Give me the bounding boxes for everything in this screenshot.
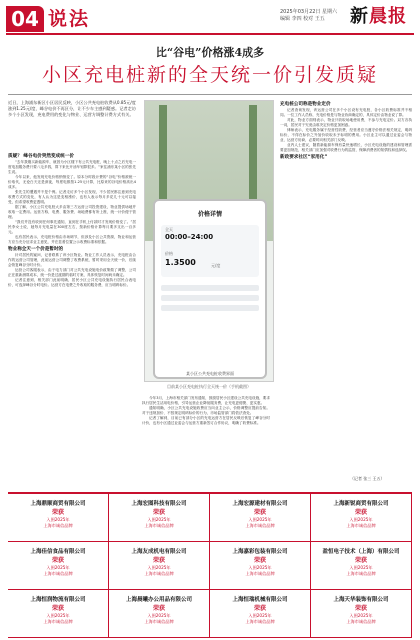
ad-year: 入围2025年 [349, 613, 373, 618]
paragraph: 今年以来，他发现充电价格悄悄变了。原本分时段计费的“谷电”价格被统一价取代，无论白天还是深夜，每度电都按1.25元计算，比原来的谷电价格高出4成多。 [8, 175, 136, 189]
ad-list-name: 上海市诚信品牌 [346, 571, 376, 576]
subhead-1: 质疑？ 峰谷电价突然变成统一价 [8, 154, 74, 159]
ad-cell [109, 590, 210, 638]
ad-company-name: 上海鼎顺商贸有限公司 [30, 501, 86, 507]
subhead-4: 新政要求社区“家用化” [280, 155, 328, 160]
paragraph: 记者了解到，目前已有部分小区的充电运营方在居民反映后恢复了峰谷分时计价，也有小区通过业委会与运营方重新签订合作协议，明确了收费标准。 [142, 416, 270, 425]
ad-company-name: 上海宏图科技有限公司 [131, 501, 187, 507]
ad-honor: 荣获 [152, 557, 165, 564]
ad-cell [8, 542, 109, 590]
ad-cell [311, 542, 412, 590]
price-unit: 元/度 [211, 263, 221, 268]
author-byline: （记者 张三 王五） [350, 476, 385, 481]
placeholder-row [161, 295, 259, 301]
ad-company-name: 上海恒瑞机械有限公司 [232, 597, 288, 603]
ad-year: 入围2025年 [147, 517, 171, 522]
app-title: 价格详情 [197, 211, 222, 218]
article-column-middle [142, 396, 270, 486]
phone-screen [153, 199, 267, 379]
ad-year: 入围2025年 [248, 565, 272, 570]
photo-credit: 目前某小区充电桩执行全天统一价（手机截图） [167, 384, 251, 389]
ad-cell [8, 494, 109, 542]
section-title: 说法 [48, 8, 91, 30]
article-lead: 近日，上海浦东新区小区居民反映，小区公共充电桩收费从0.85元/度涨到1.25元/度，峰谷电价不再区分，让不少车主感到疑惑。记者走访多个小区发现，充电费用的变化与物业、运营方调整计费方式有关。 [8, 100, 136, 117]
ad-honor: 荣获 [354, 605, 367, 612]
ad-list-name: 上海市诚信品牌 [144, 571, 174, 576]
ad-company-name: 上海嘉彩包装有限公司 [232, 549, 288, 555]
ad-cell [210, 542, 311, 590]
article-column-right [280, 100, 412, 484]
placeholder-row [161, 285, 259, 291]
subhead-2: 物业称全天一个价是暂时的 [8, 247, 64, 252]
paragraph: 律师表示，充电服务属于经营性收费，经营者应当遵守价格法相关规定，明码标价，不得在标价之外加价收取未予标明的费用。小区业主可以通过业委会与物业、运营方协商，必要时向相关部门反映。 [280, 128, 412, 142]
ad-year: 入围2025年 [46, 565, 70, 570]
ad-company-name: 上海恒润物流有限公司 [30, 597, 86, 603]
ad-cell [311, 494, 412, 542]
masthead [0, 0, 420, 34]
ad-year: 入围2025年 [147, 565, 171, 570]
price-label: 价格 [165, 251, 173, 256]
date-line [280, 9, 340, 23]
paragraph: 业内人士建议，随着新能源车保有量快速增长，小区充电设施的建设和管理需要更加规范，相关部门应加强对收费行为的监管，保障消费者的知情权和选择权。 [280, 143, 412, 152]
article-column-left [8, 152, 136, 484]
ad-cell [311, 590, 412, 638]
subhead-3: 充电桩公司称是物业定价 [280, 102, 331, 107]
ad-company-name: 盈恒电子技术（上海）有限公司 [322, 549, 400, 555]
issue-date: 2025年03月22日 星期六 [280, 9, 338, 15]
ad-list-name: 上海市诚信品牌 [43, 523, 73, 528]
photo-caption: 某小区公共充电桩收费界面 [186, 371, 234, 376]
ad-list-name: 上海市诚信品牌 [43, 619, 73, 624]
ad-year: 入围2025年 [46, 517, 70, 522]
ad-honor: 荣获 [253, 509, 266, 516]
paragraph: 今年3月，上海市相关部门发布通知，鼓励居民小区建设公共充电设施，要求执行居民生活用电价格，引导运营企业降低服务费，让充电更便捷、更实惠。 [142, 396, 270, 405]
ad-honor: 荣获 [253, 557, 266, 564]
ad-year: 入围2025年 [349, 565, 373, 570]
article-headline: 小区充电桩新的全天统一价引发质疑 [41, 64, 378, 86]
ad-company-name: 上海新锐商贸有限公司 [333, 501, 389, 507]
ad-honor: 荣获 [354, 509, 367, 516]
ad-year: 入围2025年 [46, 613, 70, 618]
ad-cell [210, 590, 311, 638]
ad-company-name: 上海友成机电有限公司 [131, 549, 187, 555]
period-time: 00:00–24:00 [165, 233, 214, 241]
ad-list-name: 上海市诚信品牌 [43, 571, 73, 576]
ad-honor: 荣获 [152, 509, 165, 516]
placeholder-row [161, 305, 259, 311]
paragraph: 通知明确，小区公共充电设施收费应当向业主公示，价格调整应提前告知。对于违规加价、不按规定明码标价的行为，市场监管部门将依法查处。 [142, 406, 270, 415]
ad-cell [8, 590, 109, 638]
ad-company-name: 上海天华装饰有限公司 [333, 597, 389, 603]
phone-screenshot-photo [144, 100, 274, 382]
ad-year: 入围2025年 [248, 517, 272, 522]
ad-year: 入围2025年 [147, 613, 171, 618]
paragraph: 张先生的遭遇并不是个例。记者走访多个小区发现，不少居民都注意到充电收费方式的变化，有人认为这是变相涨价，也有人表示每月多花几十元可以接受，但希望收费更透明。 [8, 190, 136, 204]
period-label: 全天 [165, 227, 173, 232]
ad-list-name: 上海市诚信品牌 [144, 523, 174, 528]
ad-honor: 荣获 [354, 557, 367, 564]
price-value: 1.3500 [165, 258, 196, 267]
paragraph: 针对居民的疑问，记者联系了该小区物业。物业工作人员表示，充电桩由合作的运营公司管理，此前运营公司调整了收费系统，暂时采用全天统一价，后续会恢复峰谷分时计价。 [8, 253, 136, 267]
ad-year: 入围2025年 [349, 517, 373, 522]
ad-cell [109, 494, 210, 542]
page-number: 04 [6, 6, 44, 32]
advertisement-grid [8, 492, 412, 638]
ad-company-name: 上海宏源建材有限公司 [232, 501, 288, 507]
article-kicker: 比“谷电”价格涨4成多 [155, 46, 265, 59]
ad-honor: 荣获 [51, 557, 64, 564]
paragraph: “我们并没有收到任何事先通知，直到在手机上付款时才发现价格变了。”居民李女士说，她每月充电量在300度左右，按新价格计算每月要多支出一百多元。 [8, 220, 136, 234]
masthead-rule [6, 33, 414, 35]
ad-year: 入围2025年 [248, 613, 272, 618]
paragraph: 对此，物业方面则表示，物业只收取场地使用费，不参与充电定价。双方各执一词，居民对于究竟由谁决定价格更加困惑。 [280, 118, 412, 127]
paragraph: “去年我刚买新能源车，就因为小区楼下有公共充电桩，晚上十点之后充电一度电加服务费只要八毛多钱，算下来比开油车划算很多。”家住浦东某小区的张先生说。 [8, 160, 136, 174]
paragraph: 记者注意到，相关部门此前明确，居民小区公共充电设施执行居民合表电价，可选择峰谷分时电价。运营方在电费之外收取的服务费，应当明码标价。 [8, 278, 136, 287]
ad-cell [109, 542, 210, 590]
ad-honor: 荣获 [253, 605, 266, 612]
editor-line: 编辑 李四 校对 王五 [280, 16, 325, 22]
ad-list-name: 上海市诚信品牌 [245, 571, 275, 576]
ad-honor: 荣获 [51, 605, 64, 612]
ad-list-name: 上海市诚信品牌 [346, 619, 376, 624]
logo-accent: 晨报 [369, 6, 407, 27]
paragraph: 记者查询发现，该运营公司在多个小区设有充电桩，各小区收费标准并不相同。一位工作人员称，充电价格是与物业协商确定的，具体定价由物业说了算。 [280, 108, 412, 117]
ad-list-name: 上海市诚信品牌 [245, 619, 275, 624]
ad-honor: 荣获 [152, 605, 165, 612]
paragraph: 也有居民表示，充电桩价格由市场调节，但涉及小区公共资源，物业和运营方应当充分征求业主意见，并在显著位置公示收费标准和依据。 [8, 235, 136, 244]
price-card [161, 225, 259, 277]
ad-list-name: 上海市诚信品牌 [245, 523, 275, 528]
paragraph: 据了解，小区公共充电桩大多由第三方运营公司投资建设，物业提供场地并收取一定费用。运营方称，电费、服务费、场地费都有所上涨，统一计价便于管理。 [8, 205, 136, 219]
logo-main: 新 [350, 6, 369, 27]
newspaper-logo [350, 4, 414, 30]
paragraph: 运营公司客服表示，由于电力部门对公共充电设施电价政策做了调整，公司正在重新测算成本，统一价是过渡期的临时方案，具体恢复时间尚未确定。 [8, 268, 136, 277]
headline-rule [8, 94, 412, 95]
ad-list-name: 上海市诚信品牌 [346, 523, 376, 528]
ad-company-name: 上海晨曦办公用品有限公司 [125, 597, 192, 603]
ad-company-name: 上海佳信食品有限公司 [30, 549, 86, 555]
ad-list-name: 上海市诚信品牌 [144, 619, 174, 624]
ad-honor: 荣获 [51, 509, 64, 516]
ad-cell [210, 494, 311, 542]
